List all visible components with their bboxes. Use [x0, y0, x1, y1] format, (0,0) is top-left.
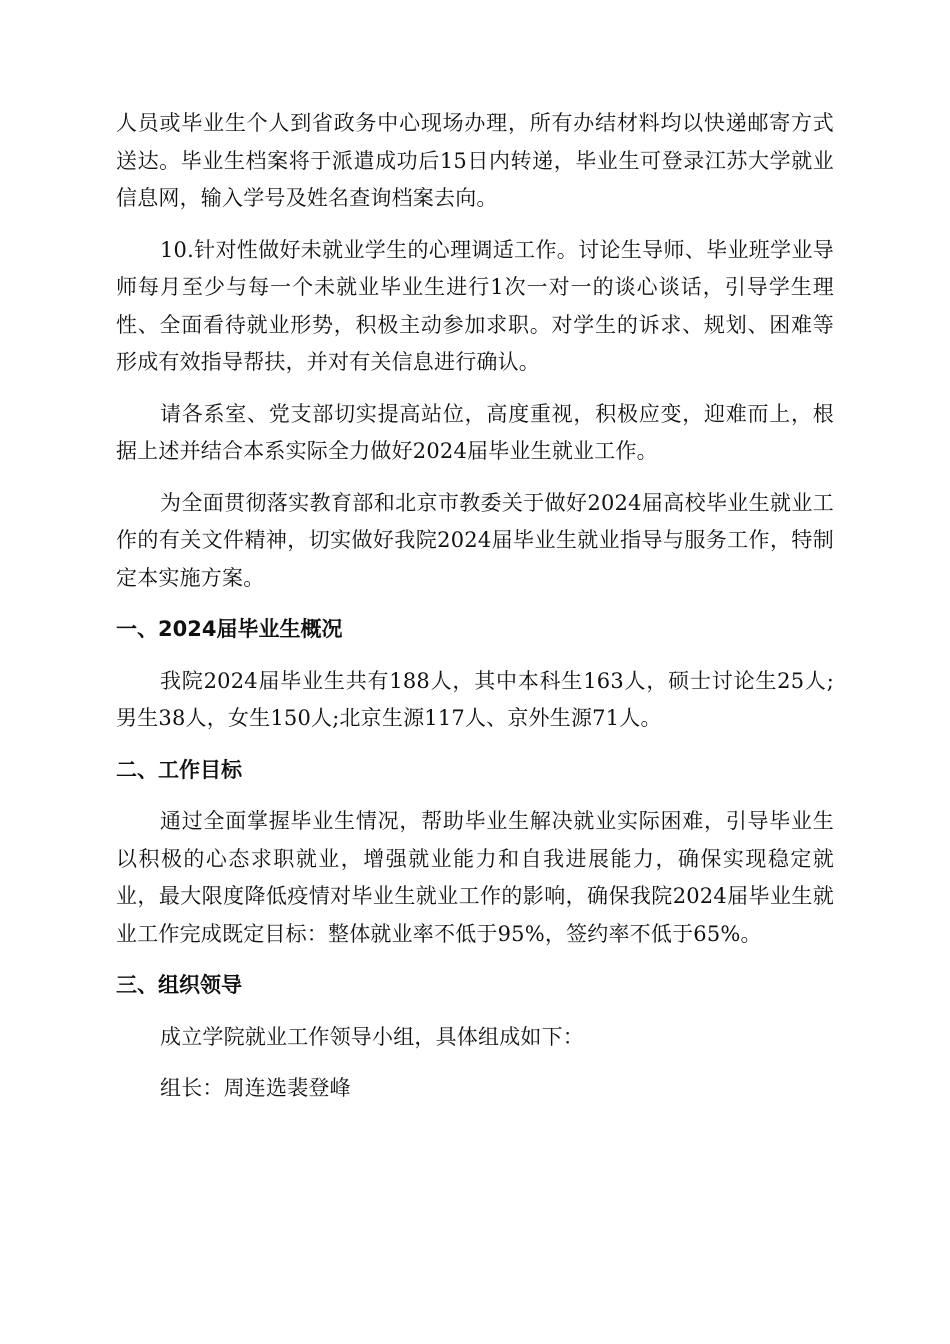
paragraph-plan-intro: 为全面贯彻落实教育部和北京市教委关于做好2024届高校毕业生就业工作的有关文件精神，切实做好我院2024届毕业生就业指导与服务工作，特制定本实施方案。	[116, 490, 834, 590]
paragraph-group-leader: 组长：周连选裴登峰	[160, 1076, 351, 1100]
paragraph-leadership-group: 成立学院就业工作领导小组，具体组成如下：	[160, 1024, 584, 1049]
section-heading-leadership: 三、组织领导	[116, 973, 242, 997]
document-body	[116, 105, 834, 1108]
paragraph-archive-transfer: 人员或毕业生个人到省政务中心现场办理，所有办结材料均以快递邮寄方式送达。毕业生档案将于派遣成功后15日内转递，毕业生可登录江苏大学就业信息网，输入学号及姓名查询档案去向。	[116, 111, 834, 210]
paragraph-work-goals: 通过全面掌握毕业生情况，帮助毕业生解决就业实际困难，引导毕业生以积极的心态求职就业，增强就业能力和自我进展能力，确保实现稳定就业，最大限度降低疫情对毕业生就业工作的影响，确保我院2024届毕业生就业工作完成既定目标：整体就业率不低于95%，签约率不低于65%。	[116, 809, 834, 946]
section-heading-overview: 一、2024届毕业生概况	[116, 617, 343, 641]
paragraph-department-call: 请各系室、党支部切实提高站位，高度重视，积极应变，迎难而上，根据上述并结合本系实际全力做好2024届毕业生就业工作。	[116, 401, 834, 463]
paragraph-graduate-statistics: 我院2024届毕业生共有188人，其中本科生163人，硕士讨论生25人;男生38人，女生150人;北京生源117人、京外生源71人。	[116, 668, 834, 730]
paragraph-psychological-adjustment: 10.针对性做好未就业学生的心理调适工作。讨论生导师、毕业班学业导师每月至少与每一个未就业毕业生进行1次一对一的谈心谈话，引导学生理性、全面看待就业形势，积极主动参加求职。对学生的诉求、规划、困难等形成有效指导帮扶，并对有关信息进行确认。	[116, 237, 834, 374]
section-heading-goals: 二、工作目标	[116, 757, 242, 782]
